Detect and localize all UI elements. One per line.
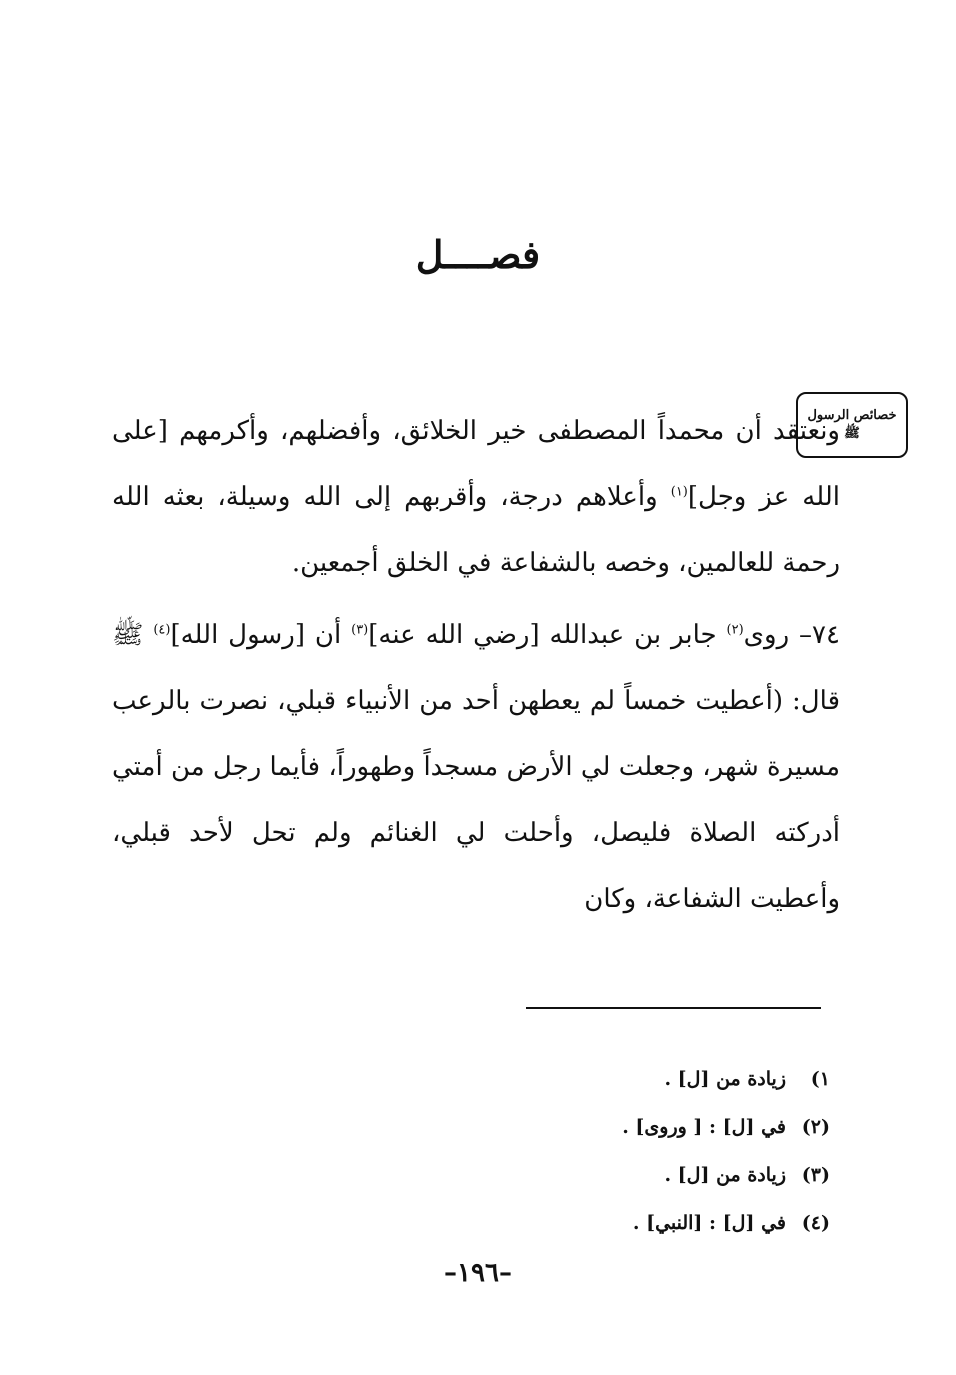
creed-text-a: ونعتقد أن محمداً المصطفى خير الخلائق، وأفضلهم، وأكرمهم [على الله عز وجل] — [112, 416, 840, 512]
footnote-ref-2: (٢) — [726, 622, 744, 638]
footnote-ref-3: (٣) — [351, 622, 369, 638]
creed-text-b: وأعلاهم درجة، وأقربهم إلى الله وسيلة، بعثه الله رحمة للعالمين، وخصه بالشفاعة في الخلق أجمعين. — [112, 482, 840, 578]
footnote-item — [300, 1151, 830, 1199]
hadith-text-c: أن [رسول الله] — [170, 620, 352, 650]
footnote-item — [300, 1103, 830, 1151]
footnotes-list — [300, 1055, 830, 1247]
footnote-ref-1: (١) — [670, 484, 688, 500]
footnote-item — [300, 1055, 830, 1103]
footnote-number: ١) — [810, 1068, 830, 1090]
footnote-number: (٣) — [801, 1164, 830, 1186]
footnote-text: زيادة من [ل] . — [664, 1164, 786, 1186]
hadith-text-d: ﷺ قال: (أعطيت خمساً لم يعطهن أحد من الأنبياء قبلي، نصرت بالرعب مسيرة شهر، وجعلت لي الأرض مسجداً وطهوراً، فأيما رجل من أمتي أدركته الصلاة فليصل، وأحلت لي الغنائم ولم تحل لأحد قبلي، وأعطيت الشفاعة، وكان — [112, 620, 840, 914]
hadith-text-b: جابر بن عبدالله [رضي الله عنه] — [368, 620, 727, 650]
main-text — [112, 398, 840, 932]
hadith-text-a: روى — [743, 620, 800, 650]
page-number: –١٩٦– — [444, 1258, 512, 1288]
footnote-text: في [ل] : [ وروى] . — [622, 1116, 786, 1138]
margin-note-text: خصائص الرسول — [807, 408, 897, 423]
creed-paragraph — [112, 398, 840, 596]
footnote-text: زيادة من [ل] . — [664, 1068, 786, 1090]
hadith-paragraph — [112, 602, 840, 932]
footnote-number: (٤) — [801, 1212, 830, 1234]
footnote-text: في [ل] : [النبي] . — [632, 1212, 786, 1234]
footnote-divider — [526, 1007, 821, 1009]
salutation-glyph: ﷺ — [844, 426, 860, 441]
footnote-number: (٢) — [801, 1116, 830, 1138]
section-title: فصــــل — [415, 232, 541, 277]
footnote-ref-4: (٤) — [153, 622, 171, 638]
footnote-item — [300, 1199, 830, 1247]
hadith-number: ٧٤– — [799, 620, 840, 650]
